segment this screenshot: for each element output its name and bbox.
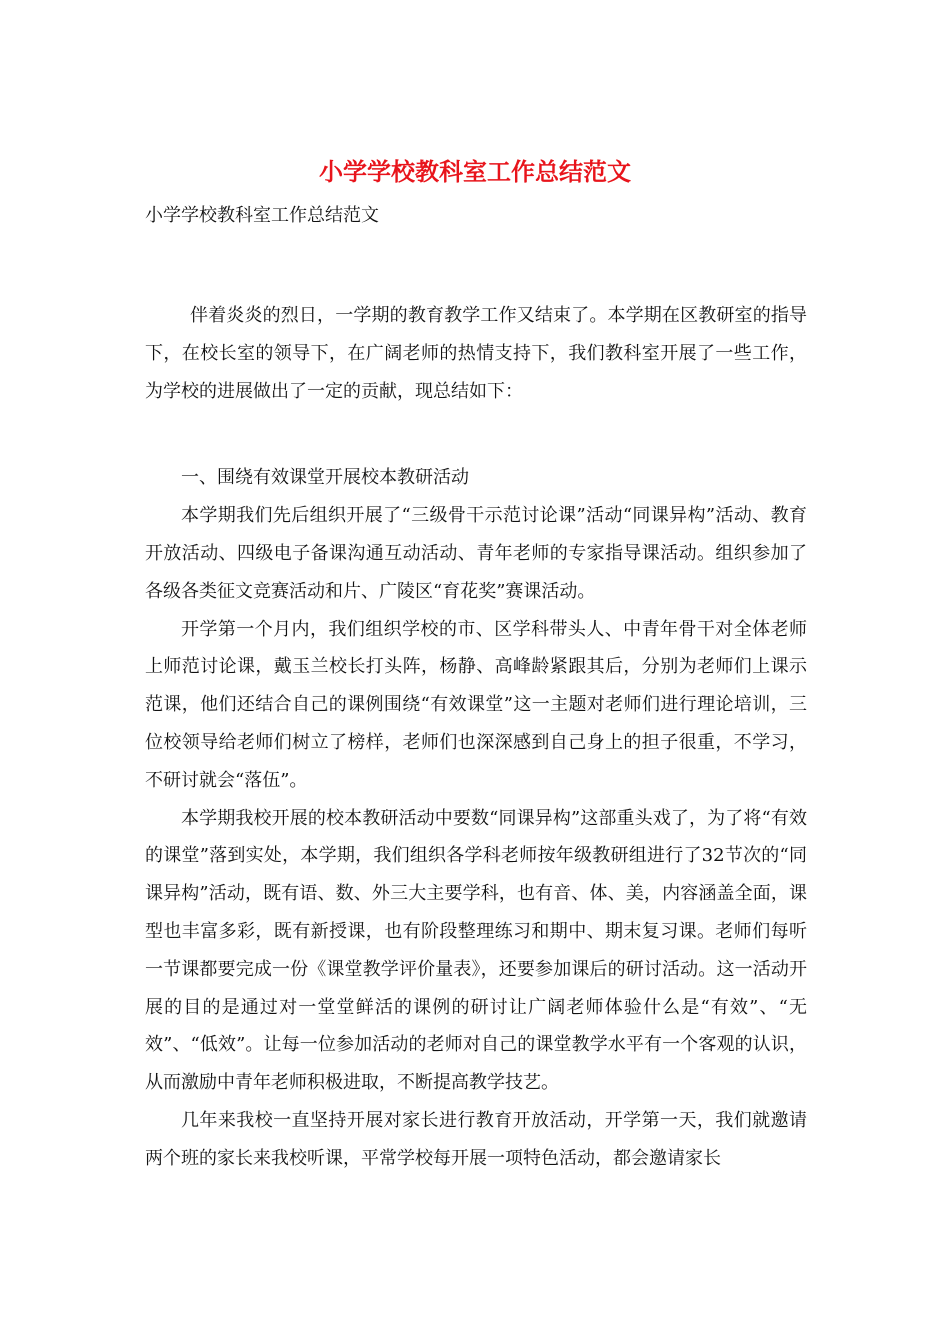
paragraph-spacer <box>145 410 807 459</box>
document-body <box>145 297 807 1178</box>
body-paragraph: 本学期我校开展的校本教研活动中要数“同课异构”这部重头戏了，为了将“有效的课堂”落到实处，本学期，我们组织各学科老师按年级教研组进行了32节次的“同课异构”活动，既有语、数、外三大主要学科，也有音、体、美，内容涵盖全面，课型也丰富多彩，既有新授课，也有阶段整理练习和期中、期末复习课。老师们每听一节课都要完成一份《课堂教学评价量表》，还要参加课后的研讨活动。这一活动开展的目的是通过对一堂堂鲜活的课例的研讨让广阔老师体验什么是“有效”、“无效”、“低效”。让每一位参加活动的老师对自己的课堂教学水平有一个客观的认识，从而激励中青年老师积极进取，不断提高教学技艺。 <box>145 807 807 1094</box>
body-paragraph: 本学期我们先后组织开展了“三级骨干示范讨论课”活动“同课异构”活动、教育开放活动、四级电子备课沟通互动活动、青年老师的专家指导课活动。组织参加了各级各类征文竞赛活动和片、广陵区“育花奖”赛课活动。 <box>145 505 807 602</box>
document-subtitle: 小学学校教科室工作总结范文 <box>145 205 379 226</box>
body-paragraph: 开学第一个月内，我们组织学校的市、区学科带头人、中青年骨干对全体老师上师范讨论课，戴玉兰校长打头阵，杨静、高峰龄紧跟其后，分别为老师们上课示范课，他们还结合自己的课例围绕“有效课堂”这一主题对老师们进行理论培训，三位校领导给老师们树立了榜样，老师们也深深感到自己身上的担子很重，不学习，不研讨就会“落伍”。 <box>145 618 807 791</box>
intro-paragraph: 伴着炎炎的烈日，一学期的教育教学工作又结束了。本学期在区教研室的指导下，在校长室的领导下，在广阔老师的热情支持下，我们教科室开展了一些工作，为学校的进展做出了一定的贡献，现总结如下： <box>145 305 807 402</box>
section-heading: 一、围绕有效课堂开展校本教研活动 <box>181 467 469 489</box>
document-title: 小学学校教科室工作总结范文 <box>319 157 631 186</box>
body-paragraph: 几年来我校一直坚持开展对家长进行教育开放活动，开学第一天，我们就邀请两个班的家长来我校听课，平常学校每开展一项特色活动，都会邀请家长 <box>145 1109 807 1169</box>
